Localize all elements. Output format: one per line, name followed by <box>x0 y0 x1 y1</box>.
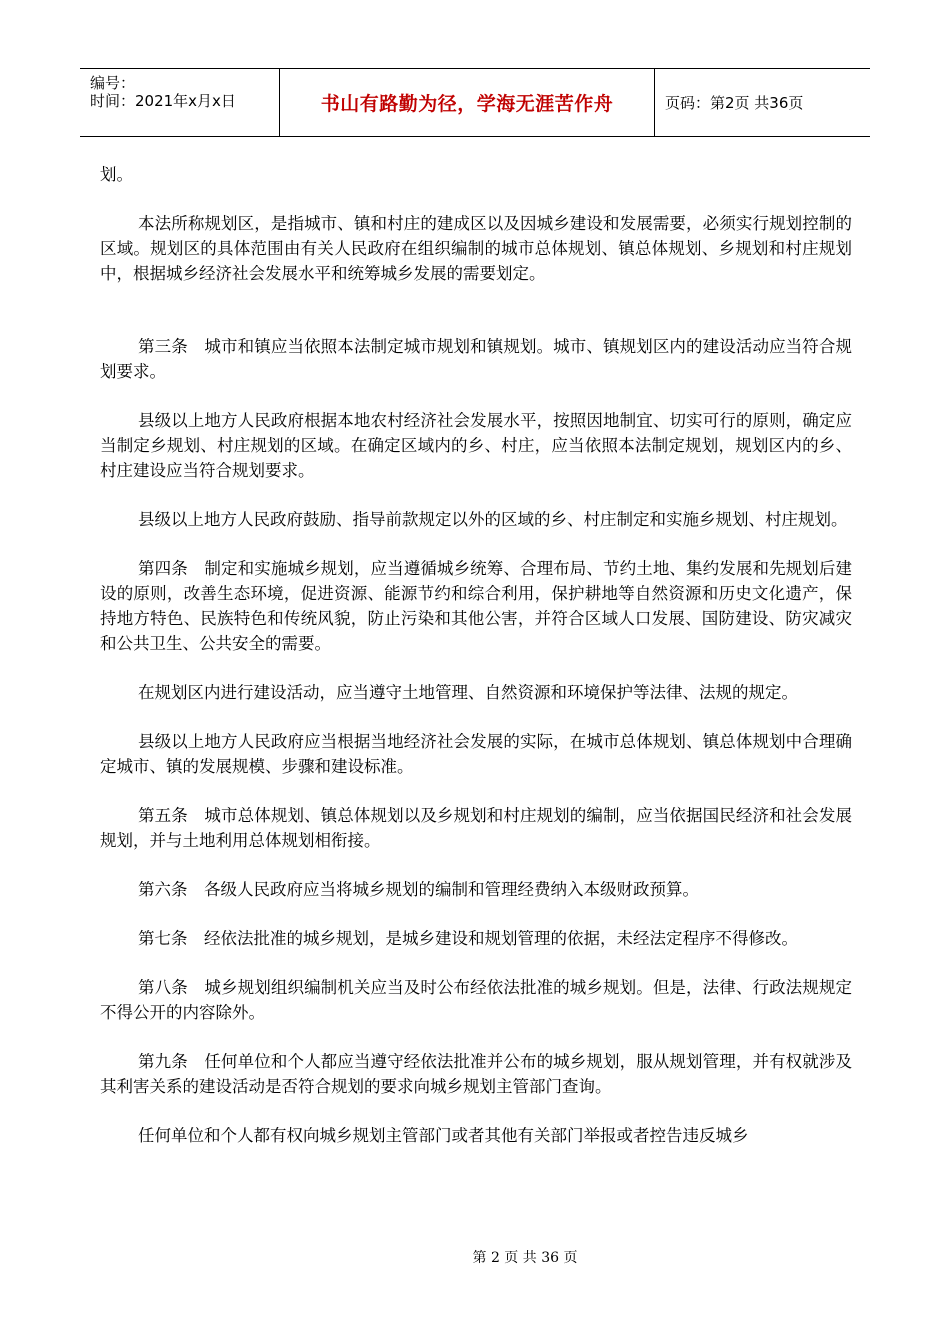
document-number-label: 编号： <box>90 74 136 92</box>
document-date-label: 时间：2021年x月x日 <box>90 92 236 110</box>
header-page-info: 页码：第2页 共36页 <box>665 94 804 112</box>
paragraph-article-5: 第五条 城市总体规划、镇总体规划以及乡规划和村庄规划的编制，应当依据国民经济和社会发展规划，并与土地利用总体规划相衔接。 <box>100 806 852 850</box>
paragraph-article-9: 第九条 任何单位和个人都应当遵守经依法批准并公布的城乡规划，服从规划管理，并有权就涉及其利害关系的建设活动是否符合规划的要求向城乡规划主管部门查询。 <box>100 1052 852 1096</box>
header-meta-cell <box>80 69 280 136</box>
paragraph-article-8: 第八条 城乡规划组织编制机关应当及时公布经依法批准的城乡规划。但是，法律、行政法规规定不得公开的内容除外。 <box>100 978 852 1022</box>
paragraph-article-7: 第七条 经依法批准的城乡规划，是城乡建设和规划管理的依据，未经法定程序不得修改。 <box>138 929 798 948</box>
document-body <box>100 162 852 1172</box>
paragraph: 县级以上地方人民政府根据本地农村经济社会发展水平，按照因地制宜、切实可行的原则，确定应当制定乡规划、村庄规划的区域。在确定区域内的乡、村庄，应当依照本法制定规划，规划区内的乡、村庄建设应当符合规划要求。 <box>100 411 852 480</box>
paragraph: 在规划区内进行建设活动，应当遵守土地管理、自然资源和环境保护等法律、法规的规定。 <box>138 683 798 702</box>
paragraph: 任何单位和个人都有权向城乡规划主管部门或者其他有关部门举报或者控告违反城乡 <box>138 1126 749 1145</box>
paragraph-article-3: 第三条 城市和镇应当依照本法制定城市规划和镇规划。城市、镇规划区内的建设活动应当符合规划要求。 <box>100 337 852 381</box>
page-header <box>80 68 870 137</box>
header-motto: 书山有路勤为径，学海无涯苦作舟 <box>320 93 614 115</box>
paragraph: 县级以上地方人民政府应当根据当地经济社会发展的实际，在城市总体规划、镇总体规划中合理确定城市、镇的发展规模、步骤和建设标准。 <box>100 732 852 776</box>
paragraph-article-6: 第六条 各级人民政府应当将城乡规划的编制和管理经费纳入本级财政预算。 <box>138 880 699 899</box>
page-footer: 第 2 页 共 36 页 <box>472 1250 578 1266</box>
paragraph-article-4: 第四条 制定和实施城乡规划，应当遵循城乡统筹、合理布局、节约土地、集约发展和先规划后建设的原则，改善生态环境，促进资源、能源节约和综合利用，保护耕地等自然资源和历史文化遗产，保持地方特色、民族特色和传统风貌，防止污染和其他公害，并符合区域人口发展、国防建设、防灾减灾和公共卫生、公共安全的需要。 <box>100 559 852 653</box>
header-page-cell <box>655 69 870 136</box>
header-motto-cell <box>280 69 655 136</box>
paragraph: 本法所称规划区，是指城市、镇和村庄的建成区以及因城乡建设和发展需要，必须实行规划控制的区域。规划区的具体范围由有关人民政府在组织编制的城市总体规划、镇总体规划、乡规划和村庄规划中，根据城乡经济社会发展水平和统筹城乡发展的需要划定。 <box>100 214 852 283</box>
paragraph: 划。 <box>100 165 133 184</box>
paragraph: 县级以上地方人民政府鼓励、指导前款规定以外的区域的乡、村庄制定和实施乡规划、村庄规划。 <box>138 510 848 529</box>
